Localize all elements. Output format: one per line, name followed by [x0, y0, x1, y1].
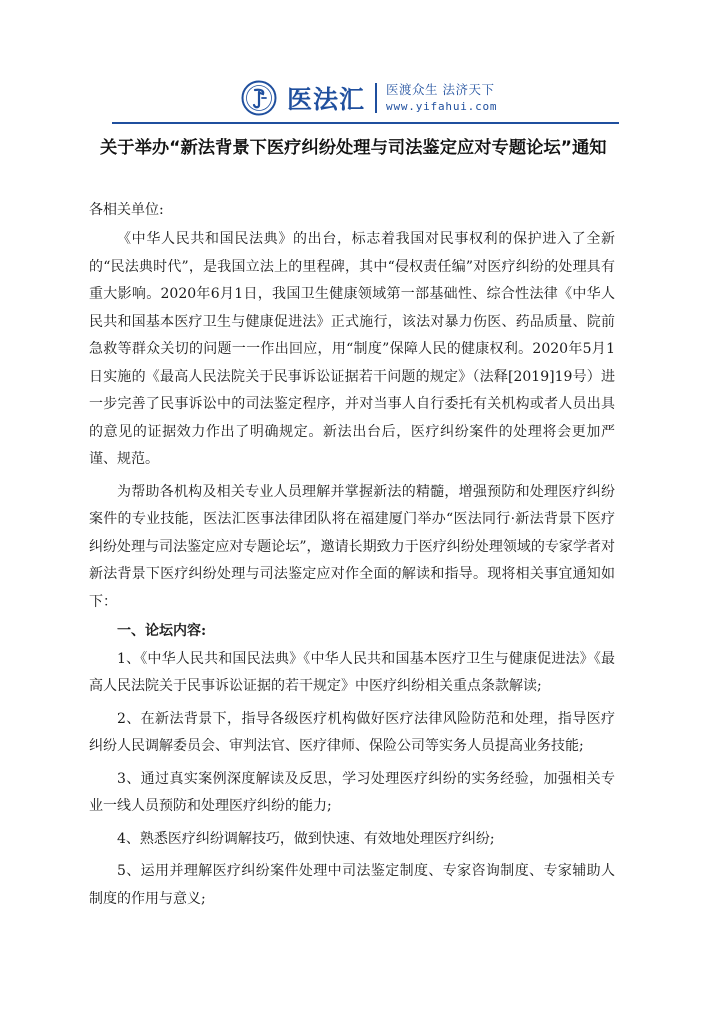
list-item: 1、《中华人民共和国民法典》《中华人民共和国基本医疗卫生与健康促进法》《最高人民法院关于民事诉讼证据的若干规定》中医疗纠纷相关重点条款解读; — [89, 650, 615, 694]
body-paragraph: 《中华人民共和国民法典》的出台，标志着我国对民事权利的保护进入了全新的“民法典时代”，是我国立法上的里程碑，其中“侵权责任编”对医疗纠纷的处理具有重大影响。2020年6月1日，我国卫生健康领域第一部基础性、综合性法律《中华人民共和国基本医疗卫生与健康促进法》正式施行，该法对暴力伤医、药品质量、院前急救等群众关切的问题一一作出回应，用“制度”保障人民的健康权利。2020年5月1日实施的《最高人民法院关于民事诉讼证据若干问题的规定》（法释[2019]19号）进一步完善了民事诉讼中的司法鉴定程序，并对当事人自行委托有关机构或者人员出具的意见的证据效力作出了明确规定。新法出台后，医疗纠纷案件的处理将会更加严谨、规范。 — [89, 231, 615, 467]
salutation: 各相关单位: — [89, 202, 164, 218]
list-item: 4、熟悉医疗纠纷调解技巧，做到快速、有效地处理医疗纠纷; — [117, 830, 495, 847]
brand-slogan: 医渡众生 法济天下 — [386, 81, 495, 97]
body-paragraph: 为帮助各机构及相关专业人员理解并掌握新法的精髓，增强预防和处理医疗纠纷案件的专业技能，医法汇医事法律团队将在福建厦门举办“医法同行·新法背景下医疗纠纷处理与司法鉴定应对专题论坛”，邀请长期致力于医疗纠纷处理领域的专家学者对新法背景下医疗纠纷处理与司法鉴定应对作全面的解读和指导。现将相关事宜通知如下： — [89, 483, 615, 610]
brand-name: 医法汇 — [287, 85, 366, 114]
header-divider-line — [112, 122, 619, 124]
brand-divider — [375, 83, 377, 113]
brand-website: www.yifahui.com — [386, 100, 498, 114]
section-heading: 一、论坛内容: — [117, 623, 207, 639]
document-body — [89, 197, 615, 913]
list-item: 2、在新法背景下，指导各级医疗机构做好医疗法律风险防范和处理，指导医疗纠纷人民调解委员会、审判法官、医疗律师、保险公司等实务人员提高业务技能; — [89, 710, 615, 754]
letterhead — [241, 80, 497, 116]
list-item: 5、运用并理解医疗纠纷案件处理中司法鉴定制度、专家咨询制度、专家辅助人制度的作用与意义; — [89, 863, 615, 907]
document-title: 关于举办“新法背景下医疗纠纷处理与司法鉴定应对专题论坛”通知 — [100, 138, 607, 158]
brand-tagline — [386, 81, 498, 114]
yifahui-seal-icon — [241, 80, 277, 116]
list-item: 3、通过真实案例深度解读及反思，学习处理医疗纠纷的实务经验，加强相关专业一线人员预防和处理医疗纠纷的能力; — [89, 770, 615, 814]
